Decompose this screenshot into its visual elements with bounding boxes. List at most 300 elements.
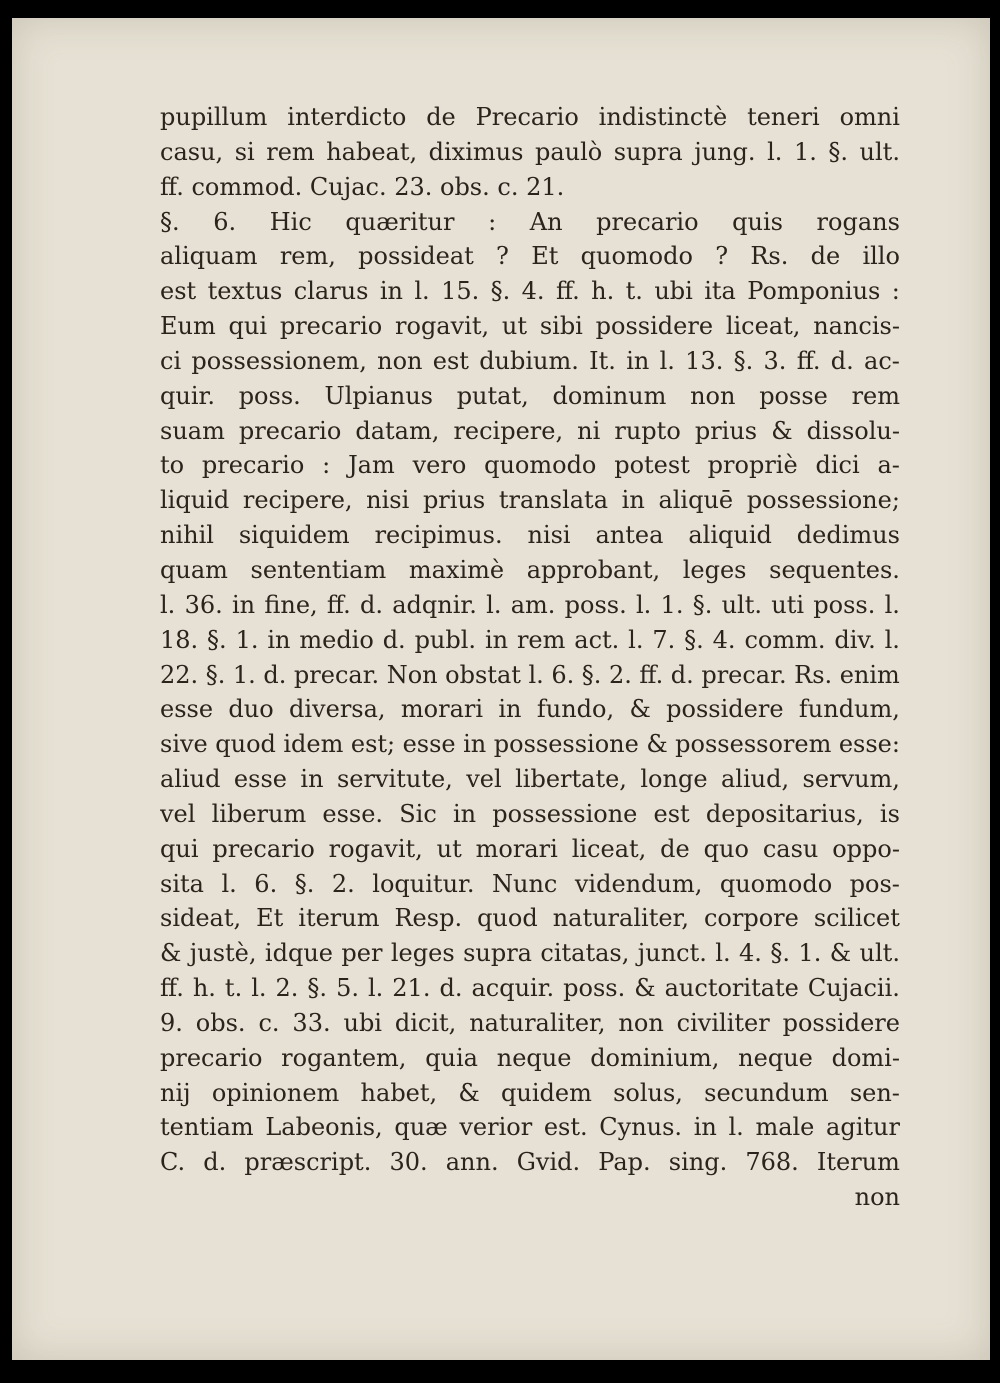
- word: libertate,: [515, 765, 627, 794]
- word: solus,: [613, 1078, 683, 1107]
- word: l.: [635, 590, 652, 619]
- word: opinionem: [211, 1078, 340, 1107]
- word: possessione: [493, 730, 639, 759]
- word: precario: [212, 834, 315, 863]
- word: quo: [703, 834, 749, 863]
- word: precario: [596, 207, 699, 236]
- word: in: [693, 1113, 717, 1142]
- word: rem,: [279, 242, 336, 271]
- word: Et: [256, 904, 284, 933]
- word: &: [771, 416, 793, 445]
- text-line: [160, 379, 900, 414]
- word: interdicto: [287, 103, 407, 131]
- word: l.: [251, 974, 267, 1003]
- word: 2.: [331, 869, 355, 898]
- word: de: [810, 242, 841, 271]
- word: 1.: [793, 137, 817, 166]
- word: Hic: [269, 207, 312, 236]
- word: precar.: [293, 660, 380, 689]
- word: publ.: [414, 625, 477, 654]
- word: quomodo: [580, 242, 693, 271]
- word: quod: [215, 730, 276, 759]
- word: supra: [613, 137, 683, 166]
- word: §.: [684, 625, 704, 654]
- word: precario: [279, 312, 383, 341]
- word: quia: [425, 1043, 478, 1072]
- word: fundo,: [536, 695, 615, 724]
- word: dicit,: [394, 1008, 457, 1037]
- word: non: [377, 346, 423, 375]
- text-line: [160, 936, 900, 971]
- word: An: [529, 207, 563, 236]
- word: in: [463, 730, 487, 759]
- word: 9.: [160, 1008, 183, 1037]
- word: posse: [759, 381, 828, 410]
- word: l.: [659, 346, 675, 375]
- word: textus: [207, 277, 283, 306]
- word: antea: [595, 521, 664, 550]
- word: ?: [715, 242, 729, 271]
- word: non: [690, 381, 736, 410]
- word: agitur: [826, 1113, 900, 1142]
- word: :: [322, 451, 331, 480]
- word: &: [629, 695, 651, 724]
- word: ff.: [639, 660, 664, 689]
- latin-text-body: [160, 100, 900, 1215]
- word: liceat,: [725, 312, 801, 341]
- word: 22.: [160, 660, 199, 689]
- word: §.: [733, 346, 754, 375]
- word: 7.: [652, 625, 676, 654]
- word: Pap.: [598, 1148, 651, 1177]
- word: nancis-: [813, 312, 900, 341]
- word: auctoritate: [664, 974, 799, 1003]
- word: in: [498, 695, 522, 724]
- word: non: [618, 1008, 664, 1037]
- word: d.: [439, 974, 463, 1003]
- word: sita: [160, 869, 204, 898]
- word: aliquē: [658, 486, 734, 515]
- word: supra: [463, 939, 532, 968]
- text-line: [160, 971, 900, 1006]
- word: secundum: [704, 1078, 829, 1107]
- word: rogavit,: [395, 312, 490, 341]
- word: 15.: [441, 277, 480, 306]
- word: aliud,: [720, 765, 790, 794]
- word: sideat,: [160, 904, 242, 933]
- text-line: [160, 309, 900, 344]
- word: recipimus.: [374, 521, 503, 550]
- word: 13.: [685, 346, 724, 375]
- word: poss.: [563, 974, 626, 1003]
- word: corpore: [703, 904, 799, 933]
- text-line: [160, 1041, 900, 1076]
- word: servitute,: [336, 765, 453, 794]
- word: 6.: [551, 660, 575, 689]
- word: comm.: [744, 625, 826, 654]
- word: nisi: [527, 521, 571, 550]
- word: rem: [851, 381, 900, 410]
- word: recipere,: [242, 486, 353, 515]
- word: rupto: [614, 416, 681, 445]
- word: l.: [767, 137, 783, 166]
- word: ubi: [343, 1008, 382, 1037]
- word: aliquid: [688, 521, 772, 550]
- word: teneri: [747, 103, 820, 131]
- word: am.: [510, 590, 556, 619]
- word: est: [653, 799, 690, 828]
- word: rem: [516, 625, 566, 654]
- word: esse.: [322, 799, 384, 828]
- word: ni: [577, 416, 601, 445]
- word: Gvid.: [516, 1148, 581, 1177]
- word: d.: [263, 660, 287, 689]
- word: propriè: [707, 451, 798, 480]
- word: jung.: [694, 137, 756, 166]
- word: act.: [574, 625, 620, 654]
- word: &: [829, 939, 852, 968]
- word: d.: [670, 660, 694, 689]
- word: to: [160, 451, 185, 480]
- word: 1.: [798, 939, 822, 968]
- text-line: [160, 832, 900, 867]
- word: liceat,: [571, 834, 647, 863]
- word: dominum: [552, 381, 667, 410]
- word: rogavit,: [328, 834, 423, 863]
- word: pos-: [849, 869, 900, 898]
- word: poss.: [813, 590, 876, 619]
- word: ann.: [445, 1148, 499, 1177]
- word: dedimus: [796, 521, 900, 550]
- word: naturaliter,: [469, 1008, 606, 1037]
- word: uti: [771, 590, 805, 619]
- word: Cujacii.: [807, 974, 900, 1003]
- word: præscript.: [244, 1148, 372, 1177]
- word: rogantem,: [281, 1043, 407, 1072]
- word: quam: [160, 555, 228, 584]
- word: in: [621, 486, 645, 515]
- word: ubi: [654, 277, 693, 306]
- word: c.: [258, 1008, 280, 1037]
- word: d.: [382, 625, 406, 654]
- text-line: [160, 623, 900, 658]
- word: liberum: [211, 799, 307, 828]
- word: quomodo: [484, 451, 597, 480]
- word: quir.: [160, 381, 215, 410]
- word: videndum,: [574, 869, 703, 898]
- word: 1.: [232, 660, 256, 689]
- word: &: [458, 1078, 480, 1107]
- word: paulò: [534, 137, 603, 166]
- word: Nunc: [492, 869, 558, 898]
- word: putat,: [456, 381, 529, 410]
- word: precario: [238, 416, 342, 445]
- text-line: [160, 100, 900, 135]
- word: nisi: [366, 486, 410, 515]
- word: dubium.: [479, 346, 579, 375]
- word: scilicet: [813, 904, 900, 933]
- word: sententiam: [250, 555, 387, 584]
- word: 36.: [184, 590, 223, 619]
- word: l.: [715, 939, 731, 968]
- word: pupillum: [160, 103, 268, 131]
- text-line: [160, 274, 900, 309]
- word: h.: [591, 277, 615, 306]
- word: sive: [160, 730, 208, 759]
- word: prius: [422, 486, 486, 515]
- word: oppo-: [832, 834, 900, 863]
- word: a-: [877, 451, 900, 480]
- word: fundum,: [798, 695, 900, 724]
- text-line: [160, 1076, 900, 1111]
- word: obstat: [445, 660, 521, 689]
- text-line: [160, 727, 900, 762]
- text-line: ff. commod. Cujac. 23. obs. c. 21.: [160, 172, 565, 201]
- word: 5.: [336, 974, 359, 1003]
- word: citatas,: [540, 939, 630, 968]
- text-line: [160, 135, 900, 170]
- word: 768.: [745, 1148, 799, 1177]
- word: quod: [477, 904, 538, 933]
- word: qui: [228, 312, 268, 341]
- word: 2.: [275, 974, 299, 1003]
- word: acquir.: [471, 974, 555, 1003]
- word: l.: [367, 974, 384, 1003]
- word: possidere: [666, 695, 784, 724]
- word: in: [452, 799, 477, 828]
- word: approbant,: [526, 555, 661, 584]
- word: Sic: [399, 799, 437, 828]
- word: nihil: [160, 521, 214, 550]
- word: junct.: [637, 939, 707, 968]
- word: is: [879, 799, 900, 828]
- word: liquid: [160, 486, 230, 515]
- word: esse: [160, 695, 214, 724]
- text-line: [160, 901, 900, 936]
- word: l.: [884, 625, 900, 654]
- word: 18.: [160, 625, 199, 654]
- word: §.: [490, 277, 511, 306]
- word: longe: [640, 765, 708, 794]
- word: idem: [283, 730, 344, 759]
- word: diximus: [428, 137, 524, 166]
- word: dominium,: [590, 1043, 720, 1072]
- word: si: [234, 137, 255, 166]
- word: vero: [412, 451, 467, 480]
- word: per: [341, 939, 383, 968]
- word: Non: [386, 660, 438, 689]
- word: §.: [581, 660, 602, 689]
- word: §.: [205, 660, 226, 689]
- word: domi-: [831, 1043, 900, 1072]
- word: ut: [436, 834, 462, 863]
- word: sequentes.: [769, 555, 900, 584]
- word: ff.: [160, 974, 184, 1003]
- word: ult.: [859, 939, 900, 968]
- word: ita: [704, 277, 736, 306]
- word: duo: [228, 695, 274, 724]
- word: 4.: [521, 277, 545, 306]
- word: neque: [738, 1043, 813, 1072]
- word: l.: [728, 1113, 744, 1142]
- text-line: [160, 553, 900, 588]
- word: &: [634, 974, 656, 1003]
- word: depositarius,: [705, 799, 864, 828]
- word: justè,: [189, 939, 257, 968]
- word: adqnir.: [392, 590, 477, 619]
- text-line: [160, 518, 900, 553]
- word: ut: [501, 312, 528, 341]
- word: dissolu-: [806, 416, 900, 445]
- word: 6.: [254, 869, 278, 898]
- word: Pomponius: [747, 277, 881, 306]
- word: possessionem,: [191, 346, 367, 375]
- word: Ulpianus: [324, 381, 433, 410]
- word: §.: [207, 625, 227, 654]
- word: in: [231, 590, 256, 619]
- word: loquitur.: [372, 869, 475, 898]
- word: morari: [400, 695, 484, 724]
- word: h.: [192, 974, 216, 1003]
- word: t.: [224, 974, 243, 1003]
- text-line: [160, 692, 900, 727]
- word: vel: [160, 799, 196, 828]
- word: ff.: [326, 590, 351, 619]
- word: ac-: [864, 346, 900, 375]
- word: est.: [543, 1113, 588, 1142]
- word: d.: [830, 346, 854, 375]
- word: in: [379, 277, 403, 306]
- word: precario: [160, 1043, 263, 1072]
- word: omni: [839, 103, 900, 131]
- word: rem: [266, 137, 315, 166]
- word: in: [300, 765, 324, 794]
- word: l.: [486, 590, 502, 619]
- word: leges: [682, 555, 747, 584]
- word: quidem: [501, 1078, 592, 1107]
- word: de: [426, 103, 456, 131]
- word: Et: [531, 242, 559, 271]
- text-line: [160, 205, 900, 240]
- word: 33.: [292, 1008, 331, 1037]
- word: quis: [732, 207, 783, 236]
- word: ci: [160, 346, 182, 375]
- word: servum,: [802, 765, 900, 794]
- word: Cynus.: [599, 1113, 683, 1142]
- word: :: [488, 207, 497, 236]
- word: quomodo: [719, 869, 833, 898]
- word: est;: [350, 730, 396, 759]
- word: casu: [762, 834, 819, 863]
- word: 4.: [739, 939, 762, 968]
- word: Eum: [160, 312, 216, 341]
- word: 30.: [389, 1148, 428, 1177]
- word: quæ: [394, 1113, 448, 1142]
- word: §.: [692, 590, 713, 619]
- word: clarus: [293, 277, 369, 306]
- word: &: [646, 730, 668, 759]
- word: in: [484, 625, 509, 654]
- word: 2.: [608, 660, 632, 689]
- text-line: [160, 658, 900, 693]
- word: dici: [815, 451, 860, 480]
- word: medio: [299, 625, 374, 654]
- text-line: [160, 762, 900, 797]
- word: qui: [160, 834, 199, 863]
- word: obs.: [195, 1008, 246, 1037]
- word: diversa,: [289, 695, 386, 724]
- word: §.: [294, 869, 315, 898]
- word: quæritur: [345, 207, 455, 236]
- word: Precario: [475, 103, 579, 131]
- word: Labeonis,: [265, 1113, 383, 1142]
- word: §.: [307, 974, 328, 1003]
- word: sing.: [668, 1148, 728, 1177]
- word: translata: [498, 486, 609, 515]
- word: 21.: [392, 974, 431, 1003]
- word: ?: [496, 242, 509, 271]
- word: l.: [884, 590, 900, 619]
- word: indistinctè: [598, 103, 728, 131]
- word: ult.: [859, 137, 900, 166]
- word: maximè: [408, 555, 505, 584]
- word: esse:: [838, 730, 900, 759]
- word: div.: [834, 625, 876, 654]
- word: 4.: [712, 625, 736, 654]
- word: idque: [264, 939, 333, 968]
- text-line: [160, 1006, 900, 1041]
- word: civiliter: [676, 1008, 770, 1037]
- word: de: [660, 834, 690, 863]
- text-line: [160, 414, 900, 449]
- word: nij: [160, 1078, 191, 1107]
- word: illo: [862, 242, 900, 271]
- word: iterum: [298, 904, 380, 933]
- word: 1.: [660, 590, 684, 619]
- word: leges: [390, 939, 455, 968]
- word: esse: [233, 765, 287, 794]
- word: est: [432, 346, 469, 375]
- word: sen-: [849, 1078, 900, 1107]
- text-line: [160, 239, 900, 274]
- word: male: [755, 1113, 815, 1142]
- word: precar.: [701, 660, 787, 689]
- word: possessione;: [746, 486, 900, 515]
- word: datam,: [355, 416, 440, 445]
- word: naturaliter,: [552, 904, 689, 933]
- text-line: [160, 867, 900, 902]
- word: est: [160, 277, 197, 306]
- word: Rs.: [750, 242, 789, 271]
- word: possessorem: [675, 730, 832, 759]
- word: fine,: [264, 590, 318, 619]
- word: Iterum: [816, 1148, 900, 1177]
- word: precario: [201, 451, 305, 480]
- word: in: [267, 625, 291, 654]
- word: sibi: [539, 312, 583, 341]
- word: recipere,: [453, 416, 564, 445]
- word: d.: [203, 1148, 227, 1177]
- word: prius: [694, 416, 758, 445]
- word: t.: [625, 277, 643, 306]
- word: Jam: [348, 451, 395, 480]
- word: habeat,: [326, 137, 418, 166]
- word: &: [160, 939, 182, 968]
- text-line: [160, 588, 900, 623]
- word: It.: [589, 346, 616, 375]
- word: casu,: [160, 137, 224, 166]
- word: poss.: [238, 381, 301, 410]
